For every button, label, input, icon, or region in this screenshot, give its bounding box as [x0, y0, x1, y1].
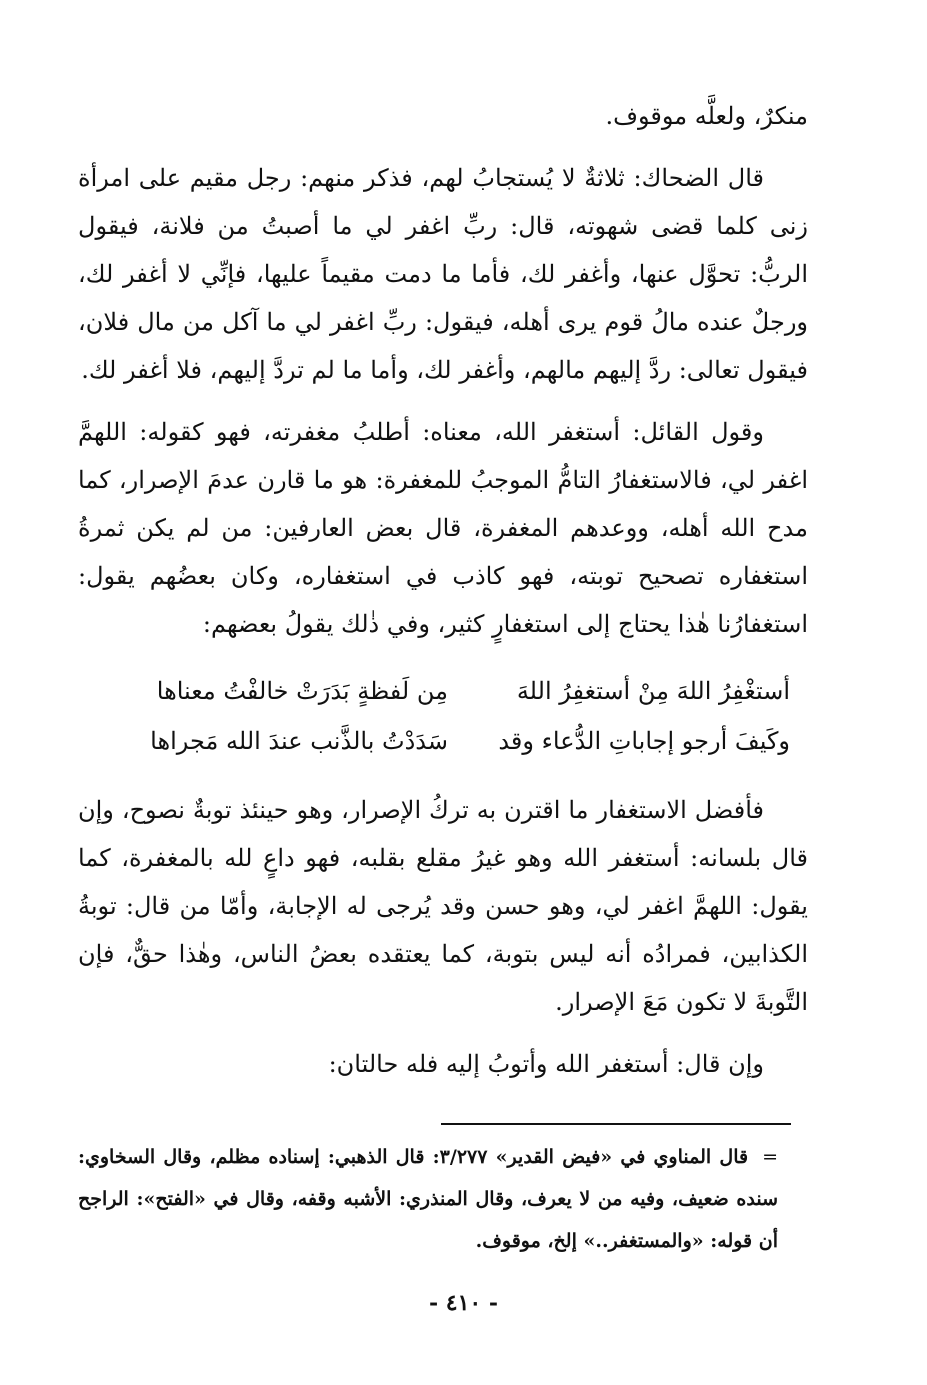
verse-line	[78, 716, 808, 766]
verse-hemistich-second: مِن لَفظةٍ بَدَرَتْ خالفْتُ معناها	[156, 677, 448, 705]
verse-hemistich-first: وكَيفَ أرجو إجاباتِ الدُّعاء وقد	[498, 727, 790, 755]
verse-hemistich-second: سَدَدْتُ بالذَّنب عندَ الله مَجراها	[150, 727, 448, 755]
verse-hemistich-first: أستغْفِرُ اللهَ مِنْ أستغفِرُ اللهَ	[516, 677, 790, 705]
footnote-divider	[441, 1123, 791, 1125]
paragraph-opening: منكرٌ، ولعلَّه موقوف.	[605, 102, 808, 130]
paragraph-two-states: وإن قال: أستغفر الله وأتوبُ إليه فله حالتان:	[328, 1050, 764, 1078]
page-body	[78, 92, 808, 1102]
footnote-marker: =	[762, 1146, 778, 1168]
page-number: - ٤١٠ -	[428, 1290, 499, 1316]
paragraph-dahhak: قال الضحاك: ثلاثةٌ لا يُستجابُ لهم، فذكر منهم: رجل مقيم على امرأة زنى كلما قضى شهوته، قال: ربِّ اغفر لي ما أصبتُ من فلانة، فيقول الربُّ: تحوَّل عنها، وأغفر لك، فأما ما دمت مقيماً عليها، فإنِّي لا أغفر لك، ورجلٌ عنده مالُ قوم يرى أهله، فيقول: ربِّ اغفر لي ما آكل من مال فلان، فيقول تعالى: ردَّ إليهم مالهم، وأغفر لك، وأما ما لم تردَّ إليهم، فلا أغفر لك.	[78, 164, 808, 384]
poem-verses	[78, 666, 808, 766]
paragraph-istighfar-meaning: وقول القائل: أستغفر الله، معناه: أطلبُ مغفرته، فهو كقوله: اللهمَّ اغفر لي، فالاستغفارُ التامُّ الموجبُ للمغفرة: هو ما قارن عدمَ الإصرار، كما مدح الله أهله، ووعدهم المغفرة، قال بعض العارفين: من لم يكن ثمرةُ استغفاره تصحيح توبته، فهو كاذب في استغفاره، وكان بعضُهم يقول: استغفارُنا هٰذا يحتاج إلى استغفارٍ كثير، وفي ذٰلك يقولُ بعضهم:	[78, 418, 808, 638]
paragraph-best-istighfar: فأفضل الاستغفار ما اقترن به تركُ الإصرار، وهو حينئذ توبةٌ نصوح، وإن قال بلسانه: أستغفر الله وهو غيرُ مقلع بقلبه، فهو داعٍ لله بالمغفرة، كما يقول: اللهمَّ اغفر لي، وهو حسن وقد يُرجى له الإجابة، وأمّا من قال: توبةُ الكذابين، فمرادُه أنه ليس بتوبة، كما يعتقده بعضُ الناس، وهٰذا حقٌّ، فإن التَّوبةَ لا تكون مَعَ الإصرار.	[78, 796, 808, 1016]
verse-line	[78, 666, 808, 716]
footnote	[78, 1136, 778, 1262]
footnote-text: قال المناوي في «فيض القدير» ٣/٢٧٧: قال الذهبي: إسناده مظلم، وقال السخاوي: سنده ضعيف، وفيه من لا يعرف، وقال المنذري: الأشبه وقفه، وقال في «الفتح»: الراجح أن قوله: «والمستغفر..» إلخ، موقوف.	[78, 1146, 778, 1252]
